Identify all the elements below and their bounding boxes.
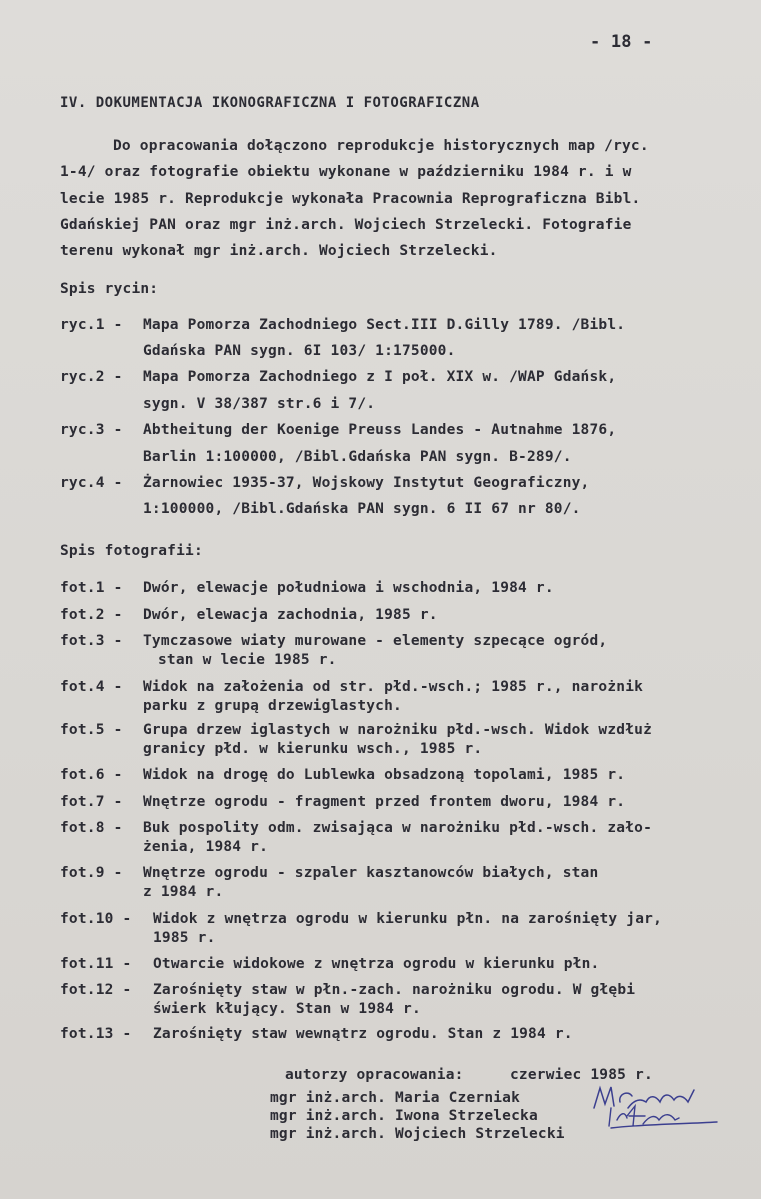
photo-label: fot.1 -	[60, 580, 123, 596]
figure-text: Żarnowiec 1935-37, Wojskowy Instytut Geograficzny,	[143, 475, 590, 491]
figure-text: Barlin 1:100000, /Bibl.Gdańska PAN sygn. B-289/.	[143, 449, 572, 465]
photo-text: z 1984 r.	[143, 884, 224, 900]
photo-text: Zarośnięty staw w płn.-zach. narożniku ogrodu. W głębi	[153, 982, 636, 998]
photo-text: Otwarcie widokowe z wnętrza ogrodu w kierunku płn.	[153, 956, 600, 972]
figure-text: 1:100000, /Bibl.Gdańska PAN sygn. 6 II 67 nr 80/.	[143, 501, 581, 517]
figure-text: sygn. V 38/387 str.6 i 7/.	[143, 396, 376, 412]
author-name: mgr inż.arch. Wojciech Strzelecki	[270, 1126, 565, 1142]
figure-text: Mapa Pomorza Zachodniego z I poł. XIX w. /WAP Gdańsk,	[143, 369, 617, 385]
photo-label: fot.3 -	[60, 633, 123, 649]
intro-line: lecie 1985 r. Reprodukcje wykonała Pracownia Reprograficzna Bibl.	[60, 191, 641, 207]
photo-text: Widok na założenia od str. płd.-wsch.; 1985 r., narożnik	[143, 679, 644, 695]
photo-label: fot.11 -	[60, 956, 132, 972]
photo-text: Dwór, elewacja zachodnia, 1985 r.	[143, 607, 438, 623]
photo-label: fot.9 -	[60, 865, 123, 881]
photo-text: Tymczasowe wiaty murowane - elementy szpecące ogród,	[143, 633, 608, 649]
figures-heading: Spis rycin:	[60, 281, 159, 297]
figure-label: ryc.3 -	[60, 422, 123, 438]
photo-label: fot.5 -	[60, 722, 123, 738]
author-name: mgr inż.arch. Maria Czerniak	[270, 1090, 521, 1106]
figure-text: Gdańska PAN sygn. 6I 103/ 1:175000.	[143, 343, 456, 359]
photo-text: Wnętrze ogrodu - fragment przed frontem dworu, 1984 r.	[143, 794, 626, 810]
intro-line: Gdańskiej PAN oraz mgr inż.arch. Wojciech Strzelecki. Fotografie	[60, 217, 632, 233]
figure-label: ryc.1 -	[60, 317, 123, 333]
photo-label: fot.4 -	[60, 679, 123, 695]
intro-line: terenu wykonał mgr inż.arch. Wojciech Strzelecki.	[60, 243, 498, 259]
photo-label: fot.6 -	[60, 767, 123, 783]
photo-label: fot.10 -	[60, 911, 132, 927]
photo-label: fot.13 -	[60, 1026, 132, 1042]
section-heading: IV. DOKUMENTACJA IKONOGRAFICZNA I FOTOGRAFICZNA	[60, 95, 480, 111]
photo-text: żenia, 1984 r.	[143, 839, 269, 855]
photo-label: fot.7 -	[60, 794, 123, 810]
intro-line: 1-4/ oraz fotografie obiektu wykonane w październiku 1984 r. i w	[60, 164, 632, 180]
intro-line: Do opracowania dołączono reprodukcje historycznych map /ryc.	[113, 138, 649, 154]
photo-text: świerk kłujący. Stan w 1984 r.	[153, 1001, 421, 1017]
photo-text: Widok z wnętrza ogrodu w kierunku płn. na zarośnięty jar,	[153, 911, 662, 927]
page-number: - 18 -	[590, 32, 653, 52]
figure-text: Mapa Pomorza Zachodniego Sect.III D.Gilly 1789. /Bibl.	[143, 317, 626, 333]
photo-text: 1985 r.	[153, 930, 216, 946]
authors-label: autorzy opracowania:	[285, 1067, 464, 1083]
photo-text: parku z grupą drzewiglastych.	[143, 698, 402, 714]
figure-text: Abtheitung der Koenige Preuss Landes - Autnahme 1876,	[143, 422, 617, 438]
photo-text: Zarośnięty staw wewnątrz ogrodu. Stan z 1984 r.	[153, 1026, 573, 1042]
photo-text: Dwór, elewacje południowa i wschodnia, 1984 r.	[143, 580, 554, 596]
author-name: mgr inż.arch. Iwona Strzelecka	[270, 1108, 538, 1124]
photo-label: fot.2 -	[60, 607, 123, 623]
photo-text: Buk pospolity odm. zwisająca w narożniku płd.-wsch. zało-	[143, 820, 652, 836]
photo-label: fot.8 -	[60, 820, 123, 836]
photo-text: Grupa drzew iglastych w narożniku płd.-wsch. Widok wzdłuż	[143, 722, 652, 738]
figure-label: ryc.4 -	[60, 475, 123, 491]
document-date: czerwiec 1985 r.	[510, 1067, 653, 1083]
photos-heading: Spis fotografii:	[60, 543, 203, 559]
photo-label: fot.12 -	[60, 982, 132, 998]
photo-text: stan w lecie 1985 r.	[158, 652, 337, 668]
photo-text: granicy płd. w kierunku wsch., 1985 r.	[143, 741, 483, 757]
figure-label: ryc.2 -	[60, 369, 123, 385]
photo-text: Widok na drogę do Lublewka obsadzoną topolami, 1985 r.	[143, 767, 626, 783]
photo-text: Wnętrze ogrodu - szpaler kasztanowców białych, stan	[143, 865, 599, 881]
signature-strzelecka	[605, 1102, 725, 1132]
